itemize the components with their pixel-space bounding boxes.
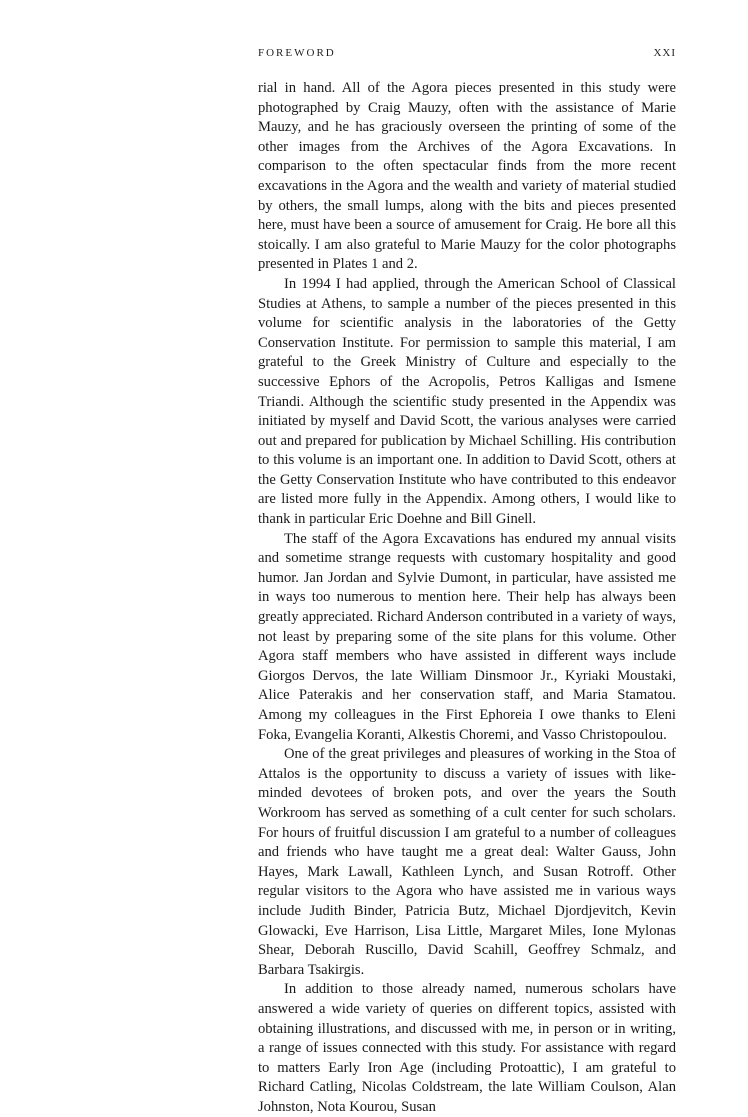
paragraph-stoa-colleagues: One of the great privileges and pleasures of working in the Stoa of Attalos is the opportunity to discuss a variety of issues with like-minded devotees of broken pots, and over the years the South Workroom has served as something of a cult center for such scholars. For hours of fruitful discussion I am grateful to a number of colleagues and friends who have taught me a great deal: Walter Gauss, John Hayes, Mark Lawall, Kathleen Lynch, and Susan Rotroff. Other regular visitors to the Agora who have assisted me in various ways include Judith Binder, Patricia Butz, Michael Djordjevitch, Kevin Glowacki, Eve Harrison, Lisa Little, Margaret Miles, Ione Mylonas Shear, Deborah Ruscillo, David Scahill, Geoffrey Schmalz, and Barbara Tsakirgis. — [258, 746, 676, 978]
body-text — [258, 79, 676, 1117]
running-header — [258, 47, 676, 63]
paragraph-other-scholars: In addition to those already named, numerous scholars have answered a wide variety of queries on different topics, assisted with obtaining illustrations, and discussed with me, in person or in writing, a range of issues connected with this study. For assistance with regard to matters Early Iron Age (including Protoattic), I am grateful to Richard Catling, Nicolas Coldstream, the late William Coulson, Alan Johnston, Nota Kourou, Susan — [258, 981, 676, 1115]
page-number: XXI — [653, 47, 676, 59]
paragraph-agora-staff: The staff of the Agora Excavations has endured my annual visits and sometime strange requests with customary hospitality and good humor. Jan Jordan and Sylvie Dumont, in particular, have assisted me in ways too numerous to mention here. Their help has always been greatly appreciated. Richard Anderson contributed in a variety of ways, not least by preparing some of the site plans for this volume. Other Agora staff members who have assisted in different ways include Giorgos Dervos, the late William Dinsmoor Jr., Kyriaki Moustaki, Alice Paterakis and her conservation staff, and Maria Stamatou. Among my colleagues in the First Ephoreia I owe thanks to Eleni Foka, Evangelia Koranti, Alkestis Choremi, and Vasso Christopoulou. — [258, 530, 676, 743]
paragraph-sampling: In 1994 I had applied, through the American School of Classical Studies at Athens, to sample a number of the pieces presented in this volume for scientific analysis in the laboratories of the Getty Conservation Institute. For permission to sample this material, I am grateful to the Greek Ministry of Culture and especially to the successive Ephors of the Acropolis, Petros Kalligas and Ismene Triandi. Although the scientific study presented in the Appendix was initiated by myself and David Scott, the various analyses were carried out and prepared for publication by Michael Schilling. His contribution to this volume is an important one. In addition to David Scott, others at the Getty Conservation Institute who have contributed to this endeavor are listed more fully in the Appendix. Among others, I would like to thank in particular Eric Doehne and Bill Ginell. — [258, 275, 676, 528]
paragraph-continuation: rial in hand. All of the Agora pieces presented in this study were photographed by Craig Mauzy, often with the assistance of Marie Mauzy, and he has graciously overseen the printing of some of the other images from the Archives of the Agora Excavations. In comparison to the often spectacular finds from the more recent excavations in the Agora and the wealth and variety of material studied by others, the small lumps, along with the bits and pieces presented here, must have been a source of amusement for Craig. He bore all this stoically. I am also grateful to Marie Mauzy for the color photographs presented in Plates 1 and 2. — [258, 80, 676, 273]
section-title: FOREWORD — [258, 47, 336, 59]
